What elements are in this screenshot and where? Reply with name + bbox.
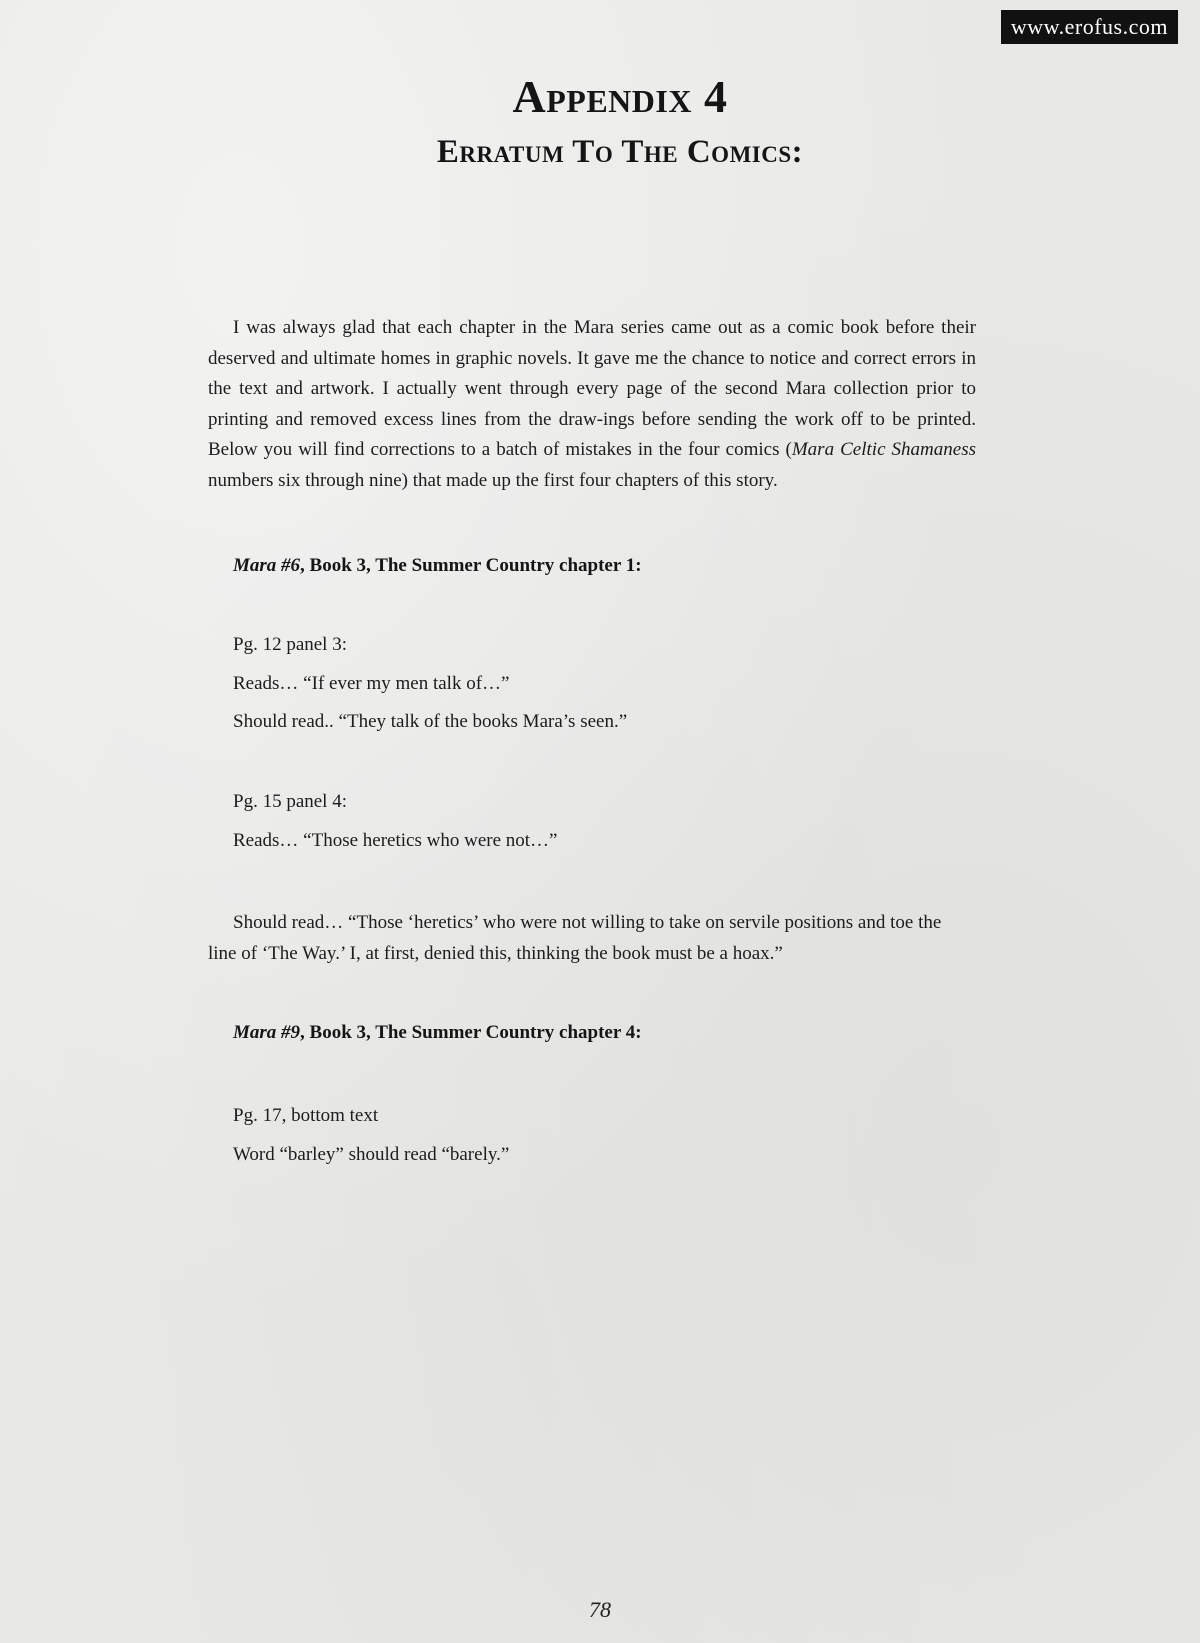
erratum-should-read: Should read.. “They talk of the books Mara’s seen.” xyxy=(233,711,628,732)
erratum-location: Pg. 17, bottom text xyxy=(233,1105,379,1126)
comic-series-title: Mara Celtic Shamaness xyxy=(791,439,976,460)
erratum-should-read: Should read… “Those ‘heretics’ who were not willing to take on servile positions and toe the line of ‘The Way.’ I, at first, denied this, thinking the book must be a hoax.” xyxy=(208,912,942,964)
erratum-location: Pg. 12 panel 3: xyxy=(233,634,347,655)
erratum-reads: Reads… “If ever my men talk of…” xyxy=(233,673,510,694)
page-number: 78 xyxy=(589,1597,611,1622)
intro-paragraph xyxy=(208,313,976,496)
section-book-chapter: , Book 3, The Summer Country chapter 4: xyxy=(300,1022,642,1043)
erratum-correction: Word “barley” should read “barely.” xyxy=(233,1144,510,1165)
appendix-title: Appendix 4 xyxy=(512,71,728,122)
section-heading-mara-9 xyxy=(233,1022,642,1044)
section-issue: Mara #9 xyxy=(233,1022,301,1043)
erratum-reads: Reads… “Those heretics who were not…” xyxy=(233,830,558,851)
section-heading-mara-6 xyxy=(233,555,642,577)
intro-text-end: numbers six through nine) that made up the first four chapters of this story. xyxy=(208,469,778,491)
site-watermark: www.erofus.com xyxy=(1001,10,1178,44)
section-issue: Mara #6 xyxy=(233,555,301,576)
intro-text-start: I was always glad that each chapter in the Mara series came out as a comic book before their deserved and ultimate homes in graphic novels. It gave me the chance to notice and correct errors in the text and artwork. I actually went through every page of the second Mara collection prior to printing and removed excess lines from the draw-ings before sending the work off to be printed. Below you will find corrections to a batch of mistakes in the four comics ( xyxy=(208,317,976,460)
section-book-chapter: , Book 3, The Summer Country chapter 1: xyxy=(300,555,642,576)
appendix-subtitle: Erratum To The Comics: xyxy=(436,134,804,170)
erratum-location: Pg. 15 panel 4: xyxy=(233,791,347,812)
